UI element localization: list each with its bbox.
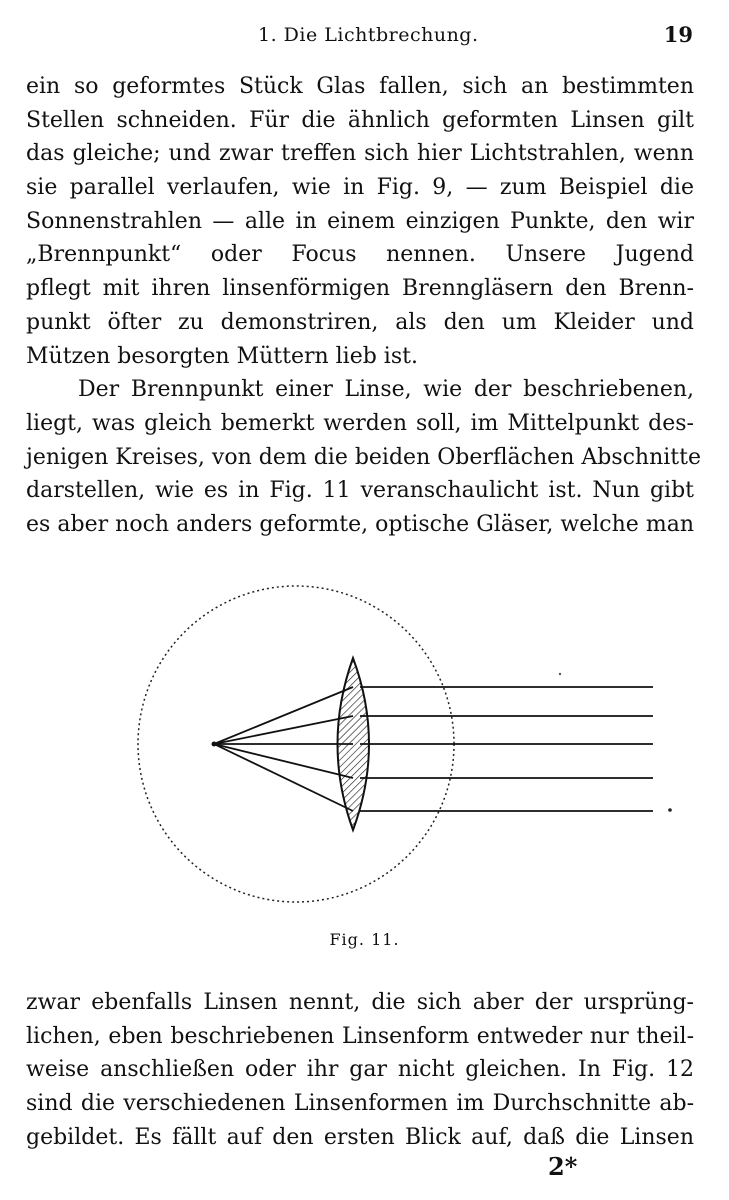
text-line: Stellen schneiden. Für die ähnlich geformten Linsen gilt [26,107,694,133]
text-line: gebildet. Es fällt auf den ersten Blick auf, daß die Linsen [26,1124,694,1150]
text-line: ein so geformtes Stück Glas fallen, sich an bestimmten [26,74,694,99]
converging-ray [214,687,353,744]
ink-dot [559,673,561,675]
text-line: Sonnenstrahlen — alle in einem einzigen Punkte, den wir [26,208,694,234]
text-line: jenigen Kreises, von dem die beiden Oberflächen Abschnitte [26,444,702,470]
text-line: das gleiche; und zwar treffen sich hier Lichtstrahlen, wenn [26,141,694,167]
text-line: weise anschließen oder ihr gar nicht gleichen. In Fig. 12 [26,1057,694,1083]
text-line: darstellen, wie es in Fig. 11 veranschaulicht ist. Nun gibt [26,478,694,504]
focal-point [212,742,217,747]
converging-ray [214,744,353,778]
chapter-title: 1. Die Lichtbrechung. [258,24,479,46]
text-line: sind die verschiedenen Linsenformen im Durchschnitte ab- [26,1091,694,1117]
text-line: Mützen besorgten Müttern lieb ist. [26,343,418,369]
text-line: lichen, eben beschriebenen Linsenform entweder nur theil- [26,1023,694,1049]
lens-figure [90,578,690,918]
ink-dot [668,808,672,812]
converging-ray [214,716,353,744]
figure-caption: Fig. 11. [329,930,400,949]
printer-signature: 2* [548,1152,578,1181]
text-line: Der Brennpunkt einer Linse, wie der beschriebenen, [78,377,694,403]
text-line: es aber noch anders geformte, optische Gläser, welche man [26,511,694,537]
text-line: sie parallel verlaufen, wie in Fig. 9, — zum Beispiel die [26,175,694,201]
text-line: pflegt mit ihren linsenförmigen Brenngläsern den Brenn- [26,276,694,302]
text-line: „Brennpunkt“ oder Focus nennen. Unsere Jugend [26,242,694,268]
lower-text-block [26,986,694,1154]
page-number: 19 [663,22,693,47]
text-line: liegt, was gleich bemerkt werden soll, im Mittelpunkt des- [26,410,694,436]
text-line: zwar ebenfalls Linsen nennt, die sich aber der ursprüng- [26,990,694,1015]
converging-ray [214,744,353,811]
light-rays [214,687,653,811]
running-header [0,14,729,54]
upper-text-block [26,70,702,542]
text-line: punkt öfter zu demonstriren, als den um Kleider und [26,309,694,335]
